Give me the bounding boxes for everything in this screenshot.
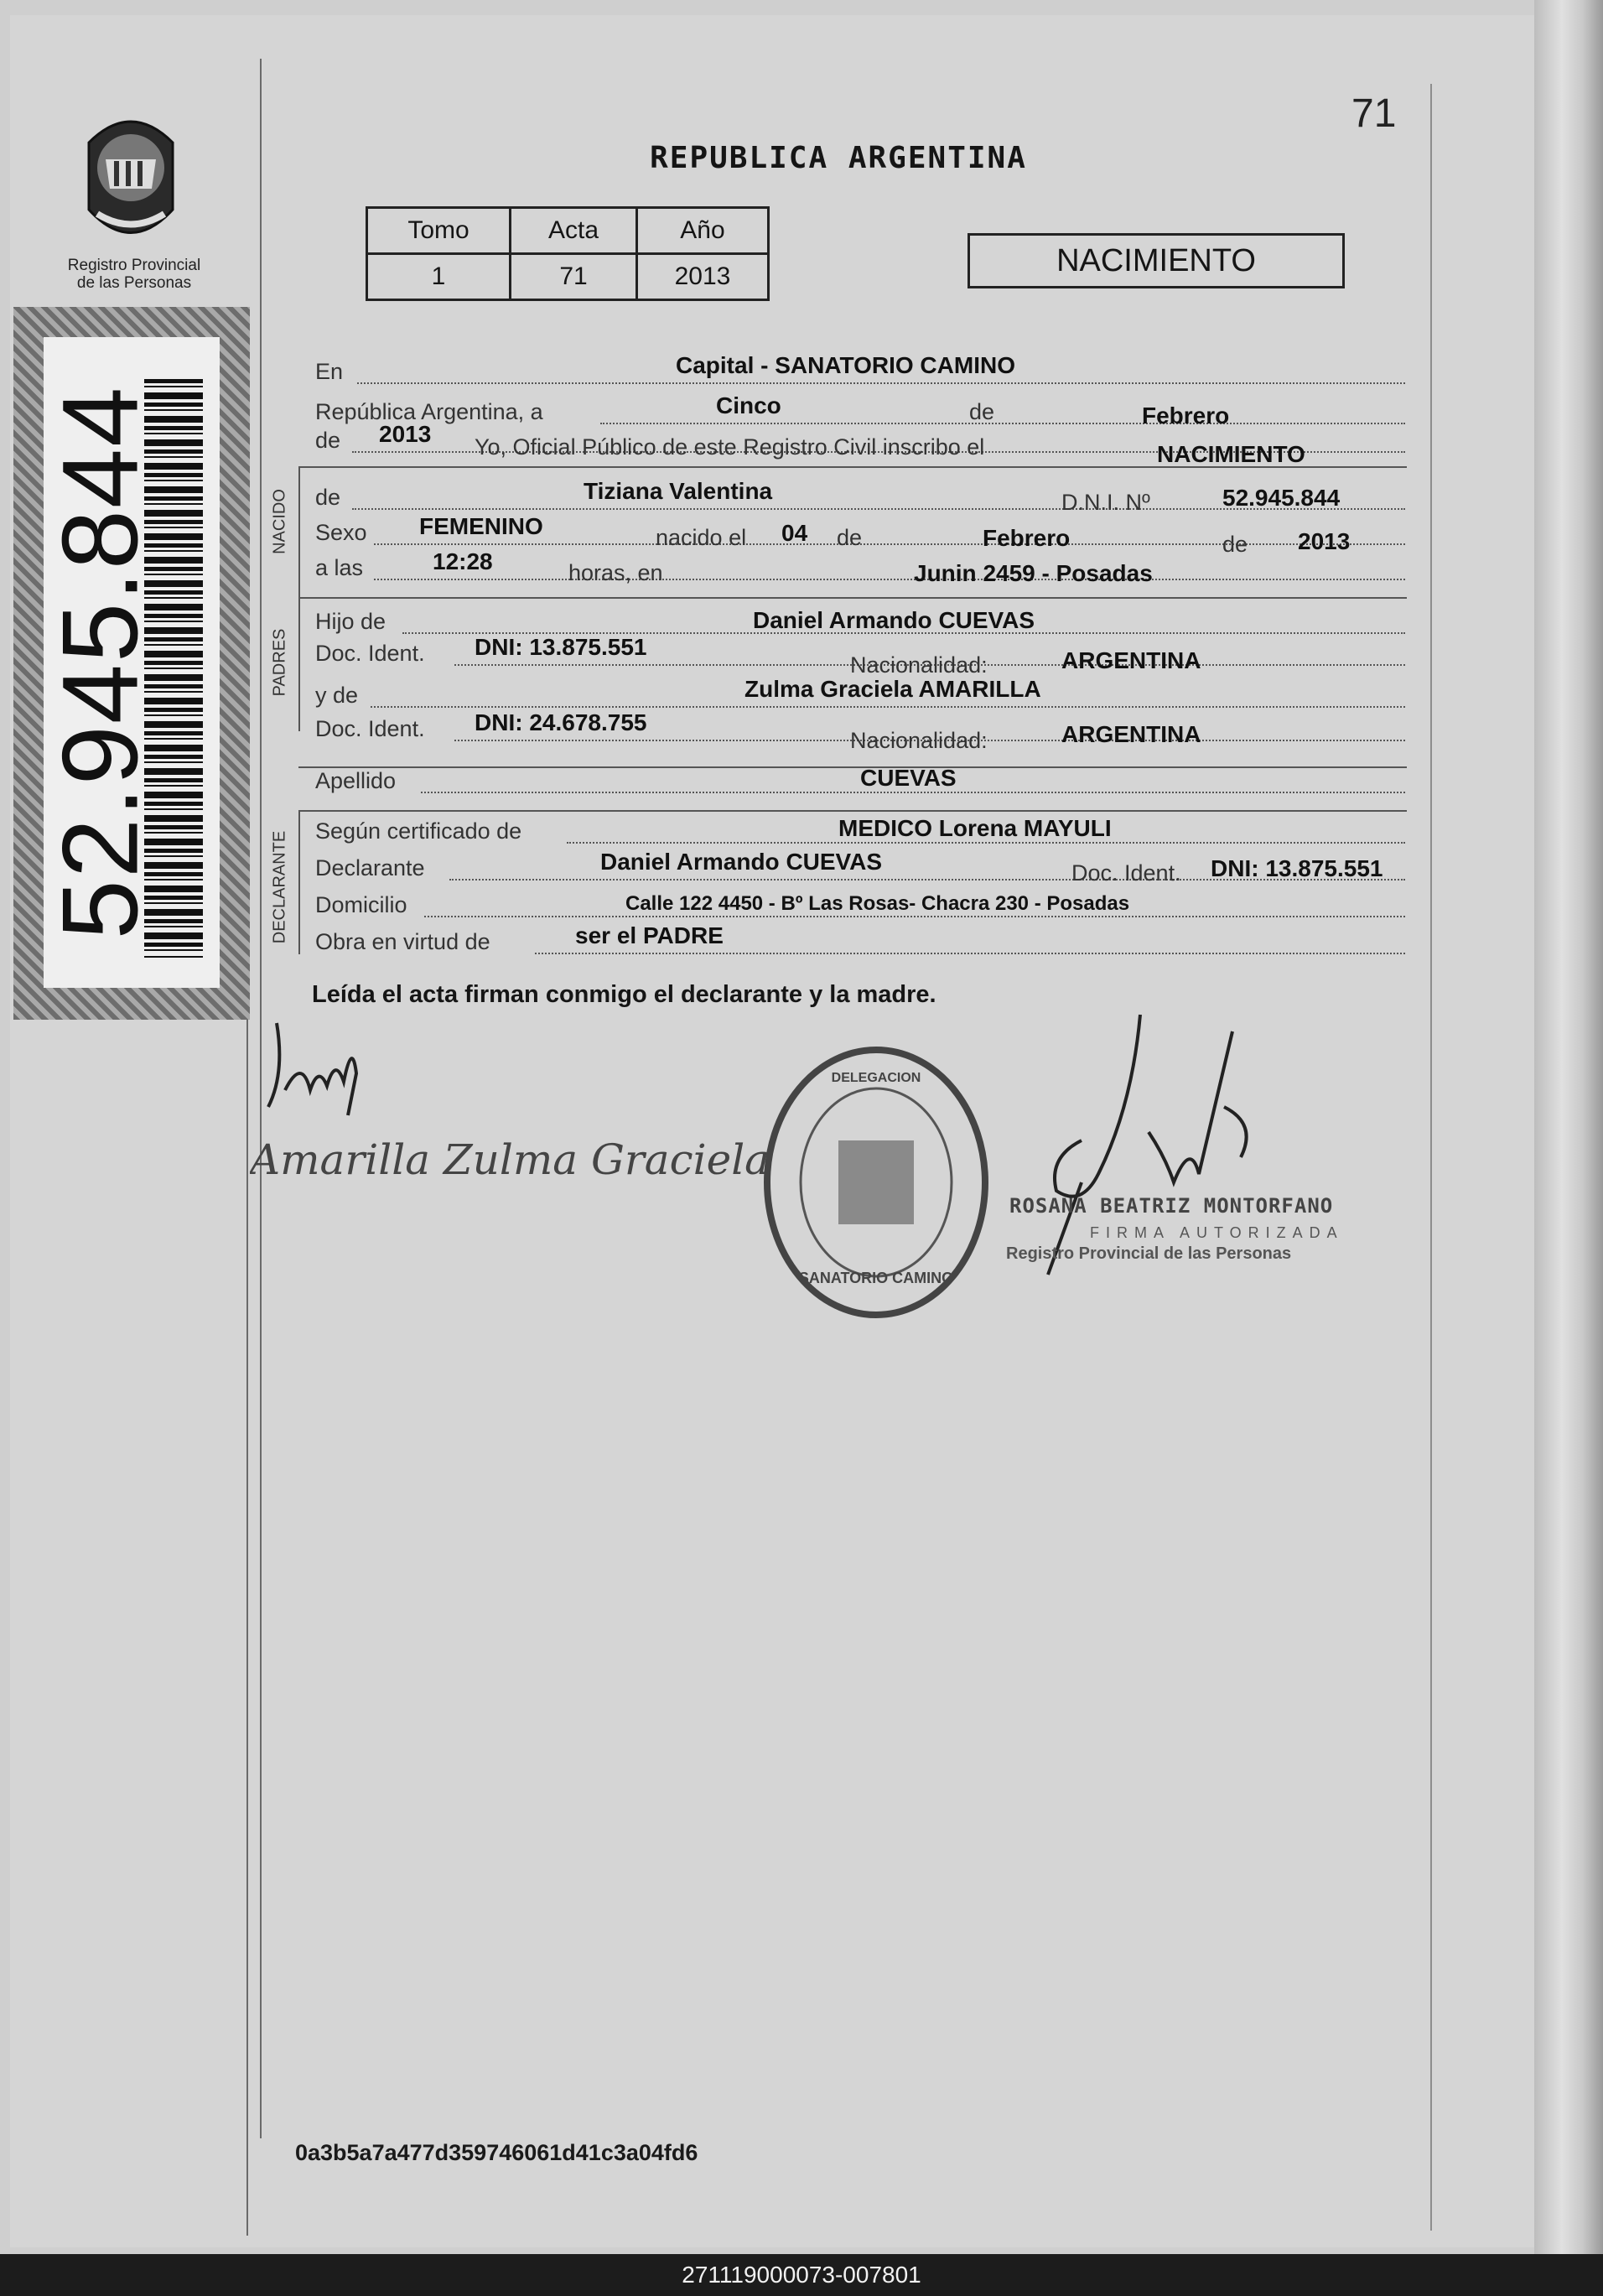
value-certificado: MEDICO Lorena MAYULI: [838, 815, 1112, 841]
register-anio: 2013: [637, 254, 769, 300]
dotted-line: [374, 548, 1405, 580]
value-mes-nacimiento: Febrero: [983, 525, 1071, 551]
row-madre-doc: [315, 709, 1405, 753]
oficial-firma-autorizada: FIRMA AUTORIZADA: [1090, 1224, 1344, 1241]
register-header-tomo: Tomo: [367, 208, 511, 254]
seal-subtext: SANATORIO CAMINO: [798, 1270, 954, 1286]
value-madre: Zulma Graciela AMARILLA: [744, 676, 1041, 702]
section-label-padres: PADRES: [270, 628, 289, 697]
logo-caption: [34, 257, 235, 292]
label-obra-en-virtud: Obra en virtud de: [315, 929, 490, 954]
label-segun-certificado: Según certificado de: [315, 818, 522, 844]
register-table: [366, 206, 770, 301]
label-nacionalidad: Nacionalidad:: [850, 728, 988, 753]
seal-delegacion: DELEGACION: [831, 1071, 921, 1085]
value-lugar-nacimiento: Junin 2459 - Posadas: [914, 560, 1153, 586]
separator-padres-top: [298, 597, 1407, 599]
label-de: de: [315, 485, 341, 510]
label-sexo: Sexo: [315, 520, 367, 545]
madre-signature-text: Amarilla Zulma Graciela: [250, 1135, 770, 1184]
logo-caption-line1: Registro Provincial: [67, 257, 201, 274]
act-type-box: NACIMIENTO: [968, 233, 1345, 288]
value-lugar-inscripcion: Capital - SANATORIO CAMINO: [676, 352, 1015, 378]
value-dni: 52.945.844: [1222, 485, 1341, 511]
declarante-signature: [252, 1006, 386, 1132]
register-header-row: [367, 208, 769, 254]
register-header-anio: Año: [637, 208, 769, 254]
value-hora: 12:28: [433, 548, 493, 574]
row-nombre: [315, 478, 1405, 515]
value-nombre: Tiziana Valentina: [584, 478, 773, 504]
closing-statement: Leída el acta firman conmigo el declarante y la madre.: [312, 981, 936, 1008]
value-anio-nacimiento: 2013: [1298, 528, 1351, 554]
value-sexo: FEMENINO: [419, 513, 543, 539]
row-sexo-nacimiento: [315, 513, 1405, 557]
value-dia: Cinco: [716, 392, 781, 418]
row-madre: [315, 676, 1405, 709]
label-dni: D.N.I. Nº: [1061, 490, 1150, 515]
register-header-acta: Acta: [511, 208, 637, 254]
label-doc-ident: Doc. Ident.: [315, 641, 425, 666]
value-obra: ser el PADRE: [575, 922, 724, 948]
row-padre: [315, 602, 1405, 636]
register-tomo: 1: [367, 254, 511, 300]
row-hora-lugar: [315, 548, 1405, 586]
declarante-bracket: [298, 810, 300, 954]
label-nacionalidad: Nacionalidad:: [850, 652, 988, 678]
register-value-row: [367, 254, 769, 300]
section-label-declarante: DECLARANTE: [270, 830, 289, 944]
document-title: REPUBLICA ARGENTINA: [650, 141, 1027, 175]
label-horas-en: horas, en: [568, 560, 663, 585]
value-domicilio: Calle 122 4450 - Bº Las Rosas- Chacra 230 - Posadas: [625, 892, 1130, 915]
label-de: de: [1222, 532, 1248, 557]
label-nacido-el: nacido el: [656, 525, 747, 550]
row-domicilio: [315, 886, 1405, 919]
label-en: En: [315, 359, 344, 384]
row-lugar-inscripcion: [315, 352, 1405, 386]
value-declarante: Daniel Armando CUEVAS: [600, 849, 883, 875]
register-acta: 71: [511, 254, 637, 300]
misiones-seal-logo: [72, 109, 189, 252]
label-domicilio: Domicilio: [315, 892, 407, 917]
value-madre-doc: DNI: 24.678.755: [475, 709, 647, 735]
nacido-bracket: [298, 466, 300, 597]
row-obra: [315, 922, 1405, 956]
footer-code: 271119000073-007801: [0, 2254, 1603, 2296]
page-stack-edge: [1534, 0, 1603, 2254]
label-de: de: [315, 428, 341, 453]
row-apellido: [315, 761, 1405, 795]
value-padre-nacionalidad: ARGENTINA: [1061, 647, 1201, 673]
value-acto: NACIMIENTO: [1157, 441, 1305, 467]
value-declarante-doc: DNI: 13.875.551: [1211, 855, 1383, 881]
label-republica: República Argentina, a: [315, 399, 543, 424]
barcode-label: [40, 337, 220, 988]
label-oficial: Yo, Oficial Público de este Registro Civil inscribo el: [475, 434, 985, 460]
security-strip: [13, 307, 250, 1020]
label-declarante: Declarante: [315, 855, 425, 880]
label-de: de: [837, 525, 863, 550]
label-doc-ident: Doc. Ident.: [315, 716, 425, 741]
oficial-cargo: Registro Provincial de las Personas: [1006, 1244, 1292, 1263]
registry-seal: [755, 1031, 998, 1333]
barcode-number: 52.945.844: [40, 385, 161, 940]
value-apellido: CUEVAS: [860, 765, 957, 791]
value-mes: Febrero: [1142, 403, 1230, 429]
label-a-las: a las: [315, 555, 364, 580]
label-hijo-de: Hijo de: [315, 609, 386, 634]
row-padre-doc: [315, 634, 1405, 678]
row-declarante: [315, 849, 1405, 886]
padres-bracket: [298, 597, 300, 731]
row-certificado: [315, 812, 1405, 845]
value-padre-doc: DNI: 13.875.551: [475, 634, 647, 660]
label-apellido: Apellido: [315, 768, 397, 793]
section-label-nacido: NACIDO: [270, 489, 289, 554]
value-madre-nacionalidad: ARGENTINA: [1061, 721, 1201, 747]
value-anio: 2013: [379, 421, 432, 447]
page-number: 71: [1351, 91, 1397, 136]
oficial-name: ROSANA BEATRIZ MONTORFANO: [1009, 1194, 1334, 1218]
label-doc-ident: Doc. Ident.: [1071, 860, 1181, 886]
document-hash: 0a3b5a7a477d359746061d41c3a04fd6: [295, 2140, 698, 2165]
logo-caption-line2: de las Personas: [76, 274, 192, 292]
row-anio-inscripcion: [315, 421, 1405, 467]
value-padre: Daniel Armando CUEVAS: [753, 607, 1035, 633]
value-dia-nacimiento: 04: [781, 520, 808, 546]
label-y-de: y de: [315, 683, 359, 708]
label-de: de: [969, 399, 995, 424]
right-rule: [1430, 84, 1432, 2231]
inner-margin-rule: [246, 1020, 248, 2236]
